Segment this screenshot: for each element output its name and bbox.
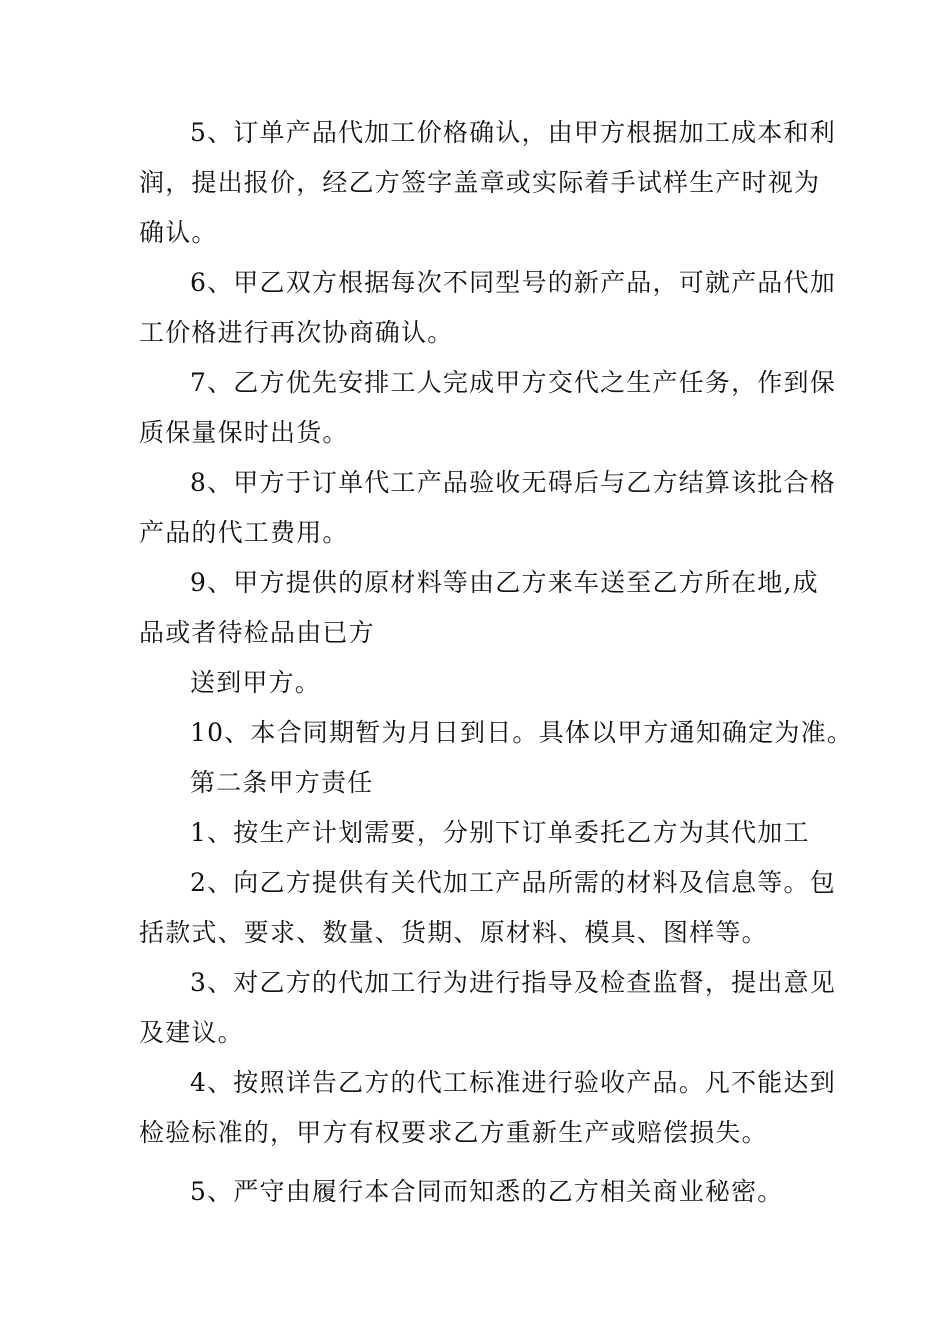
- party-a-item-3-line-1: 3、对乙方的代加工行为进行指导及检查监督，提出意见: [190, 968, 836, 997]
- party-a-item-4-line-1: 4、按照详告乙方的代工标准进行验收产品。凡不能达到: [190, 1068, 836, 1097]
- clause-6-line-1: 6、甲乙双方根据每次不同型号的新产品，可就产品代加: [190, 268, 836, 297]
- clause-10-line-1: 10、本合同期暂为月日到日。具体以甲方通知确定为准。: [190, 718, 854, 747]
- clause-7-line-1: 7、乙方优先安排工人完成甲方交代之生产任务，作到保: [190, 368, 836, 397]
- clause-9-line-2: 品或者待检品由已方: [139, 618, 375, 647]
- party-a-item-2-line-1: 2、向乙方提供有关代加工产品所需的材料及信息等。包: [190, 868, 836, 897]
- clause-5-line-1: 5、订单产品代加工价格确认，由甲方根据加工成本和利: [190, 118, 836, 147]
- clause-5-line-2: 润，提出报价，经乙方签字盖章或实际着手试样生产时视为: [139, 168, 821, 197]
- party-a-item-2-line-2: 括款式、要求、数量、货期、原材料、模具、图样等。: [139, 918, 768, 947]
- party-a-item-5-line-1: 5、严守由履行本合同而知悉的乙方相关商业秘密。: [190, 1177, 784, 1206]
- clause-6-line-2: 工价格进行再次协商确认。: [139, 318, 454, 347]
- clause-7-line-2: 质保量保时出货。: [139, 418, 349, 447]
- party-a-item-1-line-1: 1、按生产计划需要，分别下订单委托乙方为其代加工: [190, 818, 810, 847]
- clause-8-line-2: 产品的代工费用。: [139, 518, 349, 547]
- clause-5-line-3: 确认。: [139, 218, 218, 247]
- clause-8-line-1: 8、甲方于订单代工产品验收无碍后与乙方结算该批合格: [190, 468, 836, 497]
- clause-9-line-3: 送到甲方。: [190, 668, 322, 697]
- party-a-item-4-line-2: 检验标准的，甲方有权要求乙方重新生产或赔偿损失。: [139, 1118, 768, 1147]
- party-a-item-3-line-2: 及建议。: [139, 1018, 244, 1047]
- clause-9-line-1: 9、甲方提供的原材料等由乙方来车送至乙方所在地,成: [190, 568, 819, 597]
- article-2-heading: 第二条甲方责任: [190, 768, 374, 797]
